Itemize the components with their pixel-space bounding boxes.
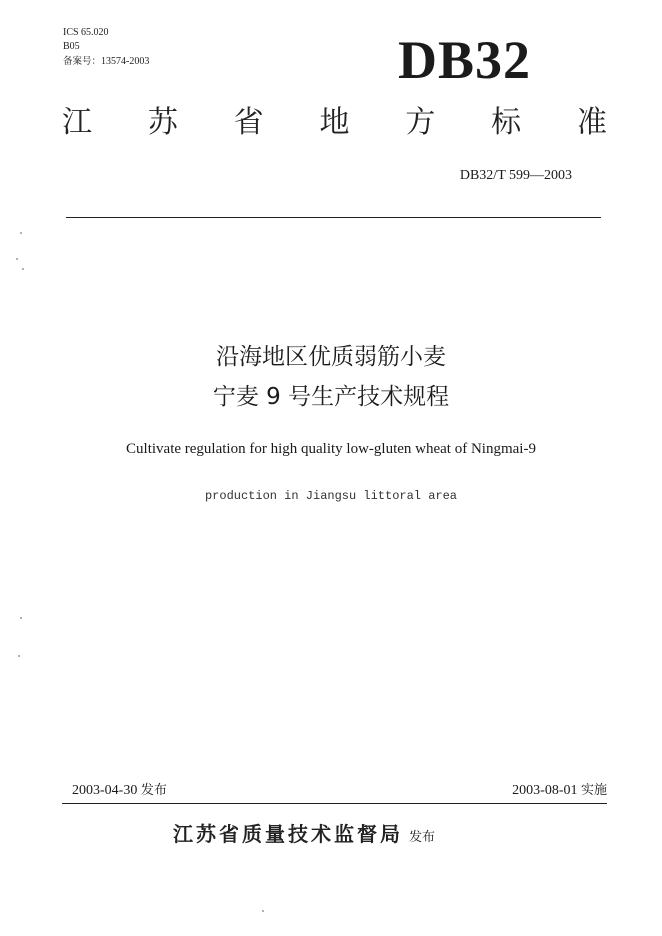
footer-divider: [62, 803, 607, 804]
standard-type-char: 省: [233, 105, 264, 140]
publisher-action: 发布: [409, 830, 436, 845]
header-divider: [66, 217, 601, 218]
implement-date-value: 2003-08-01: [512, 783, 578, 798]
record-number-value: 13574-2003: [101, 56, 150, 67]
publisher: [173, 818, 435, 854]
implement-date-label: 实施: [580, 783, 607, 798]
standard-type-char: 江: [62, 105, 92, 140]
record-number-label: 备案号：: [63, 56, 102, 67]
issue-date-value: 2003-04-30: [72, 783, 138, 798]
scan-speck: [262, 910, 264, 912]
standard-type-char: 苏: [147, 105, 178, 140]
standard-type-char: 准: [576, 105, 607, 140]
scan-speck: [20, 232, 22, 234]
standard-type-char: 地: [319, 105, 350, 140]
title-en-line1: Cultivate regulation for high quality low-gluten wheat of Ningmai-9: [126, 441, 536, 457]
standard-type-title: [62, 103, 607, 143]
title-cn-line2: 宁麦 9 号生产技术规程: [212, 384, 450, 410]
scan-speck: [20, 617, 22, 619]
classification-code: B05: [63, 41, 80, 52]
title-en-line2: production in Jiangsu littoral area: [204, 489, 458, 503]
standard-number: DB32/T 599—2003: [459, 168, 572, 183]
standard-type-char: 方: [405, 105, 436, 140]
implement-date: [512, 781, 607, 801]
db-logo: DB32: [398, 30, 532, 90]
publisher-name: 江苏省质量技术监督局: [173, 822, 403, 846]
standard-type-char: 标: [491, 105, 522, 140]
issue-date: [72, 781, 167, 801]
scan-speck: [16, 258, 18, 260]
scan-speck: [18, 655, 20, 657]
issue-date-label: 发布: [140, 783, 167, 798]
record-number: [63, 55, 149, 69]
ics-code: ICS 65.020: [63, 27, 109, 38]
scan-speck: [22, 268, 24, 270]
title-cn-line1: 沿海地区优质弱筋小麦: [216, 344, 446, 370]
